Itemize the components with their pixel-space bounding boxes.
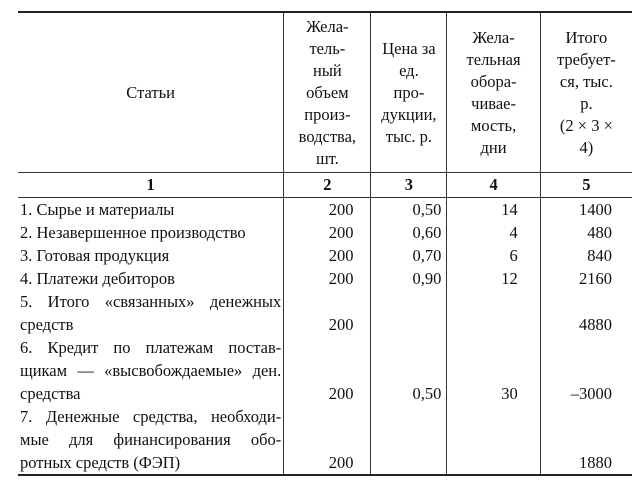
item-name-line: 3. Готовая продукция bbox=[20, 246, 170, 265]
total-cell: 2160 bbox=[540, 267, 632, 290]
table-row bbox=[18, 405, 632, 475]
item-name-line: 1. Сырье и материалы bbox=[20, 200, 175, 219]
turnover-days-cell: 30 bbox=[447, 336, 540, 405]
item-name-line: средства bbox=[20, 384, 81, 403]
total-cell: –3000 bbox=[540, 336, 632, 405]
quantity-cell: 200 bbox=[284, 336, 371, 405]
price-cell bbox=[371, 405, 447, 475]
item-name bbox=[18, 405, 284, 475]
turnover-days-cell: 4 bbox=[447, 221, 540, 244]
price-cell bbox=[371, 290, 447, 336]
working-capital-table bbox=[18, 11, 632, 476]
item-name-line: мые для финансирования обо- bbox=[20, 430, 282, 449]
table-row bbox=[18, 221, 632, 244]
column-number: 2 bbox=[284, 173, 371, 198]
item-name-line: 2. Незавершенное производство bbox=[20, 223, 246, 242]
turnover-days-cell bbox=[447, 290, 540, 336]
table-row bbox=[18, 198, 632, 222]
item-name-line: 7. Денежные средства, необходи- bbox=[20, 407, 282, 426]
column-number: 1 bbox=[18, 173, 284, 198]
item-name bbox=[18, 244, 284, 267]
total-cell: 840 bbox=[540, 244, 632, 267]
quantity-cell: 200 bbox=[284, 290, 371, 336]
item-name bbox=[18, 290, 284, 336]
table-row bbox=[18, 267, 632, 290]
total-cell: 4880 bbox=[540, 290, 632, 336]
turnover-days-cell: 6 bbox=[447, 244, 540, 267]
quantity-cell: 200 bbox=[284, 405, 371, 475]
quantity-cell: 200 bbox=[284, 244, 371, 267]
price-cell: 0,50 bbox=[371, 336, 447, 405]
header-items: Статьи bbox=[126, 83, 175, 102]
column-number: 4 bbox=[447, 173, 540, 198]
item-name-line: 6. Кредит по платежам постав- bbox=[20, 338, 282, 357]
price-cell: 0,60 bbox=[371, 221, 447, 244]
total-cell: 1400 bbox=[540, 198, 632, 222]
item-name-line: 5. Итого «связанных» денежных bbox=[20, 292, 282, 311]
turnover-days-cell bbox=[447, 405, 540, 475]
item-name-line: щикам — «высвобождаемые» ден. bbox=[20, 361, 282, 380]
item-name-line: средств bbox=[20, 315, 74, 334]
turnover-days-cell: 14 bbox=[447, 198, 540, 222]
header-turnover: Жела- тельная обора- чивае- мость, дни bbox=[447, 12, 540, 173]
quantity-cell: 200 bbox=[284, 221, 371, 244]
item-name bbox=[18, 267, 284, 290]
table-row bbox=[18, 244, 632, 267]
item-name bbox=[18, 221, 284, 244]
price-cell: 0,50 bbox=[371, 198, 447, 222]
total-cell: 1880 bbox=[540, 405, 632, 475]
table-row bbox=[18, 290, 632, 336]
item-name-line: 4. Платежи дебиторов bbox=[20, 269, 175, 288]
item-name-line: ротных средств (ФЭП) bbox=[20, 453, 181, 472]
quantity-cell: 200 bbox=[284, 198, 371, 222]
column-number-row bbox=[18, 173, 632, 198]
price-cell: 0,70 bbox=[371, 244, 447, 267]
column-number: 3 bbox=[371, 173, 447, 198]
header-quantity: Жела- тель- ный объем произ- водства, шт. bbox=[284, 12, 371, 173]
item-name bbox=[18, 198, 284, 222]
turnover-days-cell: 12 bbox=[447, 267, 540, 290]
header-row bbox=[18, 12, 632, 173]
quantity-cell: 200 bbox=[284, 267, 371, 290]
price-cell: 0,90 bbox=[371, 267, 447, 290]
total-cell: 480 bbox=[540, 221, 632, 244]
column-number: 5 bbox=[540, 173, 632, 198]
header-total: Итого требует- ся, тыс. р. (2 × 3 × 4) bbox=[540, 12, 632, 173]
header-price: Цена за ед. про- дукции, тыс. р. bbox=[371, 12, 447, 173]
table-row bbox=[18, 336, 632, 405]
item-name bbox=[18, 336, 284, 405]
